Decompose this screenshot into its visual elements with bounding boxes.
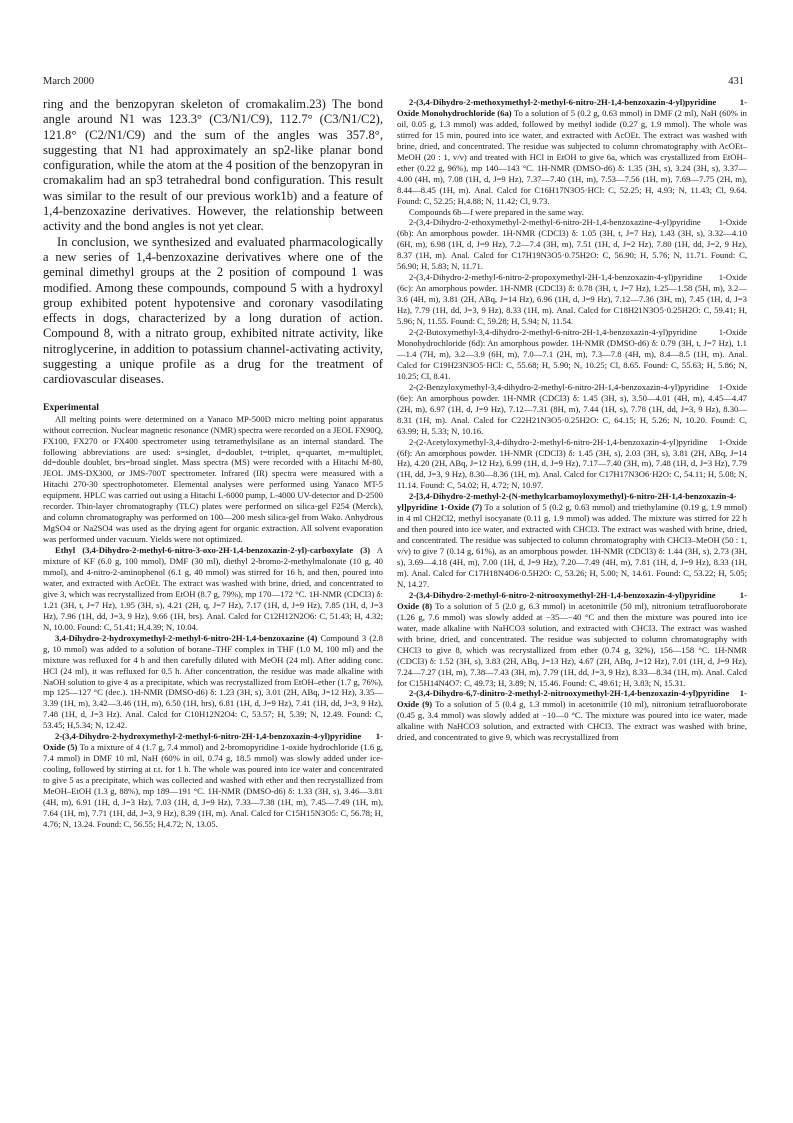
page-number: 431 [728,76,744,87]
procedure-body: To a solution of 5 (2.0 g, 6.3 mmol) in acetonitrile (50 ml), nitronium tetrafluoroborate (1.26 g, 7.6 mmol) was slowly added at −35—−40 °C and then the mixture was poured into ice water, made alkaline with NaHCO3 solution, and extracted with CHCl3. The extract was washed with brine, dried, and concentrated. The residue was subjected to column chromatography with CHCl3 to give 8, which was recrystallized from ether (0.74 g, 32%), 156—158 °C. 1H-NMR (CDCl3) δ: 1.52 (3H, s), 3.83 (2H, ABq, J=13 Hz), 4.67 (2H, ABq, J=12 Hz), 7.01 (1H, d, J=9 Hz), 7.24—7.27 (1H, m), 7.38—7.43 (3H, m), 7.79 (1H, dd, J=3, 9 Hz), 8.33—8.34 (1H, m). Anal. Calcd for C15H14N4O7: C, 49.73; H, 3.89; N, 15.46. Found: C, 49.61; H, 3.83; N, 15.31. [397,600,747,688]
experimental-general: All melting points were determined on a Yanaco MP-500D micro melting point apparatus without correction. Nuclear magnetic resonance (NMR) spectra were recorded on a JEOL FX90Q, FX100, FX270 or FX400 spectrometer using tetramethylsilane as an internal standard. The following abbreviations are used: s=singlet, d=doublet, t=triplet, q=quartet, m=multiplet, dd=double doublet, brs=broad singlet. Mass spectra (MS) were recorded with a Hitachi M-80, JEOL JMS-DX300, or JMS-700T spectrometer. Infrared (IR) spectra were measured with a Hitachi 270-30 spectrophotometer. Elemental analyses were performed using Yanaco MT-5 equipment. HPLC was carried out using a Hitachi L-6000 pump, L-4000 UV-detector and D-2500 recorder. Thin-layer chromatography (TLC) plates were performed on silica-gel F254 (Merck), and column chromatography was performed on 100—200 mesh silica-gel from Wako. Anhydrous MgSO4 or Na2SO4 was used as the drying agent for organic extraction. All solvent evaporation was performed under vacuum. Yields were not optimized. [43,413,383,545]
left-column [43,97,383,830]
procedure-body: Compound 3 (2.8 g, 10 mmol) was added to a solution of borane–THF complex in THF (1.0 M, 100 ml) and the mixture was refluxed for 4 h and then carefully diluted with MeOH (24 ml). After adding conc. HCl (24 ml), it was refluxed for 0.5 h. After concentration, the residue was made alkaline with NaOH solution to give 4 as a precipitate, which was recrystallized from EtOH–ether (1.7 g, 76%), mp 125—127 °C (dec.). 1H-NMR (DMSO-d6) δ: 1.23 (3H, s), 3.01 (2H, ABq, J=12 Hz), 3.35—3.39 (1H, m), 3.42—3.46 (1H, m), 6.50 (1H, brs), 6.81 (1H, d, J=9 Hz), 7.41 (1H, dd, J=3, 9 Hz), 7.48 (1H, d, J=3 Hz). Anal. Calcd for C10H12N2O4: C, 53.57; H, 5.39; N, 12.49. Found: C, 53.45; H,5.34; N, 12.42. [43,632,383,731]
discussion-paragraph: ring and the benzopyran skeleton of cromakalim.23) The bond angle around N1 was 123.3° (C3/N1/C9), 112.7° (C3/N1/C2), 121.8° (C2/N1/C9) and the sum of the angles was 357.8°, suggesting that N1 had approximately an sp2-like planar bond configuration, while the atom at the 4 position of the benzopyran in cromakalim had an sp3 tetrahedral bond configuration. This result was similar to the result of our previous work1b) and a feature of 1,4-benzoxazine derivatives. However, the relationship between activity and the bond angles is not yet clear. [43,97,383,234]
right-column [397,97,747,743]
procedure-title: 2-(3,4-Dihydro-2-hydroxymethyl-2-methyl-6-nitro-2H-1,4-benzoxazin-4-yl)pyridine 1-Oxide (5) [43,731,383,753]
running-header-date: March 2000 [43,76,95,87]
compound-6e: 2-(2-Benzyloxymethyl-3,4-dihydro-2-methyl-6-nitro-2H-1,4-benzoxazin-4-yl)pyridine 1-Oxide (6e): An amorphous powder. 1H-NMR (CDCl3) δ: 1.45 (3H, s), 3.50—4.01 (4H, m), 4.45—4.47 (2H, m), 6.97 (1H, d, J=9 Hz), 7.12—7.31 (8H, m), 7.44 (1H, s), 7.78 (1H, dd, J=3, 9 Hz), 8.30—8.31 (1H, m). Anal. Calcd for C22H21N3O5·0.25H2O: C, 64.15; H, 5.26; N, 10.20. Found: C, 63.99; H, 5.33; N, 10.16. [397,381,747,436]
procedure-compound-4 [43,633,383,732]
compound-6d: 2-(2-Butoxymethyl-3,4-dihydro-2-methyl-6-nitro-2H-1,4-benzoxazin-4-yl)pyridine 1-Oxide Monohydrochloride (6d): An amorphous powder. 1H-NMR (DMSO-d6) δ: 0.79 (3H, t, J=7 Hz), 1.1—1.4 (7H, m), 3.2—3.9 (6H, m), 7.0—7.1 (2H, m), 7.3—7.8 (4H, m), 8.4—8.5 (1H, m). Anal. Calcd for C19H23N3O5·HCl: C, 55.68; H, 5.90; N, 10.25; Cl, 8.65. Found: C, 55.63; H, 5.86; N, 10.25; Cl, 8.41. [397,327,747,381]
section-heading-experimental: Experimental [43,401,99,413]
procedure-body: To a solution of 5 (0.2 g, 0.63 mmol) in DMF (2 ml), NaH (60% in oil, 0.05 g, 1.3 mmol) was added, followed by methyl iodide (0.27 g, 1.9 mmol). The whole was stirred for 15 min, poured into ice water, and extracted with AcOEt. The extract was washed with brine, dried, and concentrated. The residue was subjected to column chromatography with AcOEt–MeOH (20 : 1, v/v) and treated with HCl in EtOH to give 6a, which was crystallized from EtOH–ether (0.22 g, 96%), mp 140—143 °C. 1H-NMR (DMSO-d6) δ: 1.35 (3H, s), 3.24 (3H, s), 3.37—4.00 (4H, m), 7.08 (1H, d, J=9 Hz), 7.37—7.40 (1H, m), 7.53—7.56 (1H, m), 7.69—7.75 (2H, m), 8.44—8.45 (1H, m). Anal. Calcd for C16H17N3O5·HCl: C, 52.25; H, 4.93; N, 11.43; Cl, 9.64. Found: C, 52.25; H,4.88; N, 11.42; Cl, 9.73. [397,107,747,206]
compound-6c: 2-(3,4-Dihydro-2-methyl-6-nitro-2-propoxymethyl-2H-1,4-benzoxazin-4-yl)pyridine 1-Oxide (6c): An amorphous powder. 1H-NMR (CDCl3) δ: 0.78 (3H, t, J=7 Hz), 1.25—1.58 (5H, m), 3.2—3.6 (4H, m), 3.81 (2H, ABq, J=14 Hz), 6.96 (1H, d, J=9 Hz), 7.12—7.36 (3H, m), 7.45 (1H, d, J=3 Hz), 7.79 (1H, dd, J=3, 9 Hz), 8.33 (1H, m). Anal. Calcd for C18H21N3O5·0.25H2O: C, 59.41; H, 5.96; N, 11.55. Found: C, 59.28; H, 5.94; N, 11.54. [397,272,747,327]
conclusion-paragraph: In conclusion, we synthesized and evaluated pharmacologically a new series of 1,4-benzoxazine derivatives where one of the geminal dimethyl groups at the 2 position of compound 1 was modified. Among these compounds, compound 5 with a hydroxyl group exhibited potent hypotensive and coronary vasodilating effects in dogs, characterized by a long duration of action. Compound 8, with a nitrato group, exhibited nitrate activity, like nitroglycerine, in addition to potassium channel-activating activity, suggesting a unique profile as a drug for the treatment of cardiovascular diseases. [43,234,383,387]
compound-6b: 2-(3,4-Dihydro-2-ethoxymethyl-2-methyl-6-nitro-2H-1,4-benzoxazine-4-yl)pyridine 1-Oxide (6b): An amorphous powder. 1H-NMR (CDCl3) δ: 1.05 (3H, t, J=7 Hz), 1.43 (3H, s), 3.32—4.10 (6H, m), 6.98 (1H, d, J=9 Hz), 7.2—7.4 (3H, m), 7.51 (1H, d, J=2 Hz), 7.80 (1H, dd, J=2, 9 Hz), 8.37 (1H, m). Anal. Calcd for C17H19N3O5·0.75H2O: C, 56.90; H, 5.76; N, 11.71. Found: C, 56.90; H, 5.83; N, 11.71. [397,217,747,272]
procedure-compound-8 [397,590,747,689]
compound-6f: 2-(2-Acetyloxymethyl-3,4-dihydro-2-methyl-6-nitro-2H-1,4-benzoxazin-4-yl)pyridine 1-Oxide (6f): An amorphous powder. 1H-NMR (CDCl3) δ: 1.45 (3H, s), 2.03 (3H, s), 3.81 (2H, ABq, J=14 Hz), 4.20 (2H, ABq, J=12 Hz), 6.99 (1H, d, J=9 Hz), 7.17—7.40 (3H, m), 7.48 (1H, d, J=3 Hz), 7.79 (1H, dd, J=3, 9 Hz), 8.30—8.36 (1H, m). Anal. Calcd for C17H17N3O6·H2O: C, 54.11; H, 5.08; N, 11.14. Found: C, 54.02; H, 4.72; N, 10.97. [397,436,747,491]
procedure-compound-9 [397,688,747,743]
procedure-body: To a mixture of 4 (1.7 g, 7.4 mmol) and 2-bromopyridine 1-oxide hydrochloride (1.6 g, 7.4 mmol) in DMF 10 ml, NaH (60% in oil, 0.74 g, 18.5 mmol) was slowly added under ice-cooling, followed by stirring at r.t. for 1 h. The whole was poured into ice water and concentrated to give 5 as a precipitate, which was collected and washed with ether and then recrystallized from MeOH–EtOH (1.3 g, 88%), mp 189—191 °C. 1H-NMR (DMSO-d6) δ: 1.33 (3H, s), 3.46—3.81 (4H, m), 6.91 (1H, d, J=3 Hz), 7.03 (1H, d, J=9 Hz), 7.33—7.38 (1H, m), 7.45—7.49 (1H, m), 7.64 (1H, m), 7.71 (1H, dd, J=3, 9 Hz), 8.39 (1H, m). Anal. Calcd for C15H15N3O5: C, 56.78; H, 4.76; N, 13.24. Found: C, 56.55; H,4.72; N, 13.05. [43,742,383,829]
procedure-compound-6a [397,97,747,207]
procedure-compound-3 [43,545,383,633]
procedure-body: To a solution of 5 (0.4 g, 1.3 mmol) in acetonitrile (10 ml), nitronium tetrafluoroborate (0.45 g, 3.4 mmol) was slowly added at −10—0 °C. The mixture was poured into ice water, made alkaline with NaHCO3 solution, and extracted with CHCl3. The extract was washed with brine, dried, and concentrated to give 9, which was recrystallized from [397,699,747,743]
procedure-compound-5 [43,731,383,830]
procedure-title: 3,4-Dihydro-2-hydroxymethyl-2-methyl-6-nitro-2H-1,4-benzoxazine (4) [55,632,318,643]
procedure-title: 2-(3,4-Dihydro-6,7-dinitro-2-methyl-2-nitrooxymethyl-2H-1,4-benzoxazin-4-yl)pyridine 1-Oxide (9) [397,688,747,710]
procedure-title: Ethyl (3,4-Dihydro-2-methyl-6-nitro-3-oxo-2H-1,4-benzoxazin-2-yl)-carboxylate (3) [55,545,371,556]
procedure-title: 2-[3,4-Dihydro-2-methyl-2-(N-methylcarbamoyloxymethyl)-6-nitro-2H-1,4-benzoxazin-4-yl]pyridine 1-Oxide (7) [397,491,737,513]
procedure-body: To a solution of 5 (0.2 g, 0.63 mmol) and triethylamine (0.19 g, 1.9 mmol) in 4 ml CH2Cl2, methyl isocyanate (0.11 g, 1.9 mmol) was added. The mixture was stirred for 22 h and then poured into ice water, and extracted with CHCl3. The extract was washed with brine, dried, and concentrated. The residue was subjected to column chromatography with CHCl3–MeOH (50 : 1, v/v) to give 7 (0.14 g, 61%), as an amorphous powder. 1H-NMR (CDCl3) δ: 1.44 (3H, s), 2.73 (3H, s), 3.69—4.18 (4H, m), 7.00 (1H, d, J=9 Hz), 7.20—7.49 (4H, m), 7.81 (1H, d, J=9 Hz), 8.33 (1H, m). Anal. Calcd for C17H18N4O6·0.5H2O: C, 53.26; H, 5.00; N, 14.61. Found: C, 53.22; H, 5.05; N, 14.27. [397,502,747,589]
procedure-title: 2-(3,4-Dihydro-2-methoxymethyl-2-methyl-6-nitro-2H-1,4-benzoxazin-4-yl)pyridine 1-Oxide Monohydrochloride (6a) [397,97,747,118]
procedure-compound-7 [397,491,747,590]
note-compounds-6b-f: Compounds 6b—f were prepared in the same way. [409,206,584,217]
procedure-body: A mixture of KF (6.0 g, 100 mmol), DMF (30 ml), diethyl 2-bromo-2-methylmalonate (10 g, 40 mmol), and 4-nitro-2-aminophenol (6.1 g, 40 mmol) was stirred for 16 h, and then, poured into water, and extracted with AcOEt. The extract was washed with brine, dried, and concentrated to give 3, which was recrystallized from EtOH (8.7 g, 79%), mp 170—172 °C. 1H-NMR (CDCl3) δ: 1.21 (3H, t, J=7 Hz), 1.95 (3H, s), 4.21 (2H, q, J=7 Hz), 7.17 (1H, d, J=9 Hz), 7.85 (1H, d, J=3 Hz), 7.96 (1H, dd, J=3, 9 Hz), 9.66 (1H, brs). Anal. Calcd for C12H12N2O6: C, 51.43; H, 4.32; N, 10.00. Found: C, 51.41; H,4.39; N, 10.04. [43,545,383,632]
procedure-title: 2-(3,4-Dihydro-2-methyl-6-nitro-2-nitrooxymethyl-2H-1,4-benzoxazin-4-yl)pyridine 1-Oxide (8) [397,589,747,611]
